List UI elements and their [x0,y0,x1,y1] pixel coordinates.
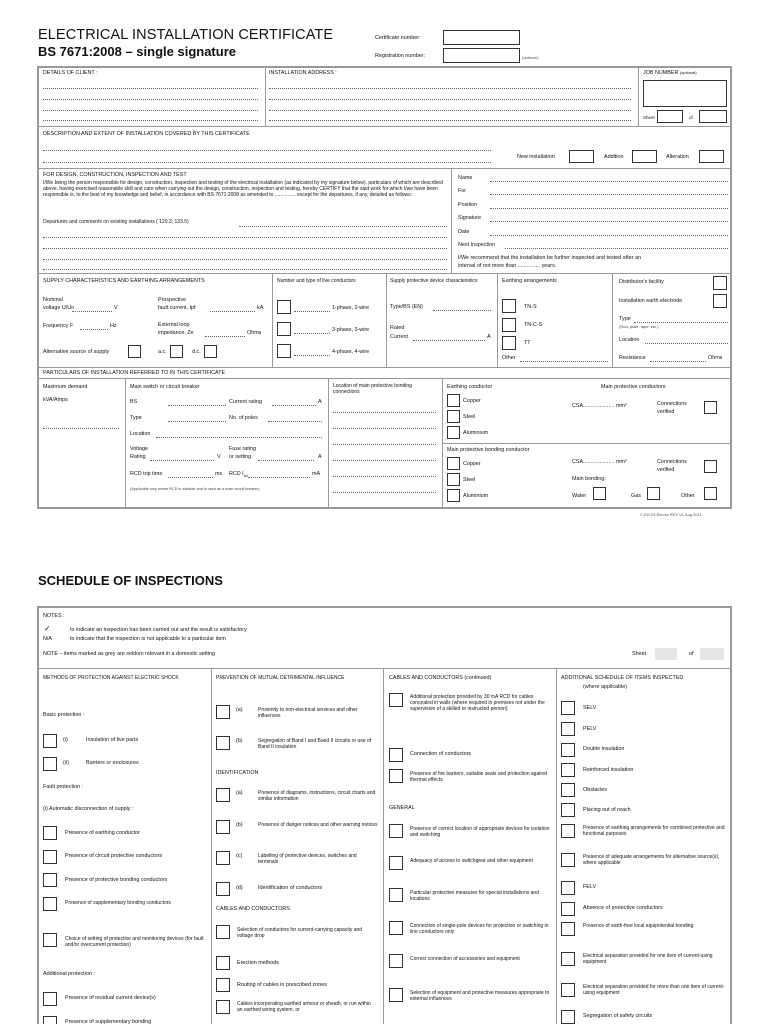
certificate-subtitle: BS 7671:2008 – single signature [38,44,236,59]
schedule-sheet-label: Sheet [632,651,647,657]
sheet-label: Sheet [643,115,655,120]
supply-label: SUPPLY CHARACTERISTICS AND EARTHING ARRANGEMENTS [43,278,205,284]
date-label: Date [458,229,470,235]
bonding-verified-box[interactable] [704,460,717,473]
electrode-location-label: Location [619,337,640,343]
identification-conductors-box[interactable] [216,882,230,896]
electrode-type-label: Type [619,316,631,322]
job-number-label: JOB NUMBER (optional) [643,70,697,76]
double-insulation-box[interactable] [561,743,575,757]
supplementary-bonding-box[interactable] [43,897,57,911]
cables-heading: CABLES AND CONDUCTORS [216,906,290,912]
client-label: DETAILS OF CLIENT : [43,70,98,76]
new-installation-label: New installation [517,154,555,160]
certificate-title: ELECTRICAL INSTALLATION CERTIFICATE [38,27,334,43]
cpc-box[interactable] [43,850,57,864]
na-symbol: N/A [43,636,52,642]
conductors-verified-box[interactable] [704,401,717,414]
earthing-steel-box[interactable] [447,410,460,423]
access-box[interactable] [389,856,403,870]
alternative-source-label: Alternative source of supply [43,349,110,355]
conductor-selection-box[interactable] [216,925,230,939]
barriers-box[interactable] [43,757,57,771]
bonding-copper-box[interactable] [447,457,460,470]
impedance-label: impedance, Ze [158,330,194,336]
earth-electrode-box[interactable] [713,294,727,308]
main-bonding-label: Main bonding: [572,476,606,482]
alteration-label: Alteration [666,154,689,160]
supp-bonding-box[interactable] [43,1016,57,1024]
rated-label: Rated [390,325,405,331]
obstacles-box[interactable] [561,783,575,797]
bonding-location-label: Location of main protective bonding connections [333,383,412,395]
certificate-number-label: Certificate number: [375,35,421,41]
recommend-line-2: interval of not more than ............... years. [458,263,557,269]
earth-free-bonding-box[interactable] [561,922,575,936]
external-loop-label: External loop [158,322,190,328]
addition-label: Addition [604,154,624,160]
labelling-box[interactable] [216,851,230,865]
fire-barriers-box[interactable] [389,769,403,783]
description-label: DESCRIPTION AND EXTENT OF INSTALLATION COVERED BY THIS CERTIFICATE [43,131,250,137]
single-pole-box[interactable] [389,921,403,935]
felv-box[interactable] [561,881,575,895]
accessories-box[interactable] [389,954,403,968]
fault-current-label: fault current, Ipf [158,305,196,311]
erection-methods-box[interactable] [216,956,230,970]
tick-symbol: ✓ [44,624,51,633]
installation-address-label: INSTALLATION ADDRESS : [269,70,337,76]
gas-box[interactable] [647,487,660,500]
prospective-label: Prospective [158,297,187,303]
new-installation-box[interactable] [569,150,594,163]
dc-box[interactable] [204,345,217,358]
supply-device-label: Supply protective device characteristics [390,278,478,284]
tncs-box[interactable] [502,318,516,332]
form-reference: C-EIC03-Elecsa REV V1 Aug 2011 [640,512,702,517]
col3-heading: CABLES AND CONDUCTORS (continued) [389,675,492,681]
separation-multiple-box[interactable] [561,983,575,997]
type-bs-label: Type/BS (EN) [390,304,423,310]
voltage-label: voltage U/Uo [43,305,75,311]
tt-box[interactable] [502,336,516,350]
col2-heading: PREVENTION OF MUTUAL DETRIMENTAL INFLUENCE [216,675,345,681]
reinforced-insulation-box[interactable] [561,763,575,777]
selv-box[interactable] [561,701,575,715]
distributor-facility-box[interactable] [713,276,727,290]
earth-electrode-label: Installation earth electrode [619,298,683,304]
of-label: of [689,115,693,120]
signature-label: Signature [458,215,482,221]
distributor-facility-label: Distributor's facility [619,279,664,285]
insulation-box[interactable] [43,734,57,748]
other-bonding-box[interactable] [704,487,717,500]
certificate-number-field[interactable] [443,30,520,45]
departures-label: Departures and comments on existing installations ( 120.3; 133.5) [43,219,189,225]
optional-note: (optional) [522,55,539,60]
frequency-label: Frequency F [43,323,74,329]
other-label: Other [502,355,516,361]
job-number-field[interactable] [643,80,727,107]
general-heading: GENERAL [389,805,415,811]
col1-heading: METHODS OF PROTECTION AGAINST ELECTRIC SHOCK [43,675,179,681]
alternative-source-box[interactable] [128,345,141,358]
alteration-box[interactable] [699,150,724,163]
external-influences-box[interactable] [389,988,403,1002]
tns-box[interactable] [502,299,516,313]
earthing-copper-box[interactable] [447,394,460,407]
rcd-concealed-box[interactable] [389,693,403,707]
separation-one-box[interactable] [561,952,575,966]
name-label: Name [458,175,473,181]
sheet-field[interactable] [657,110,683,123]
safety-circuits-box[interactable] [561,1010,575,1024]
schedule-sheet-field[interactable] [655,648,677,660]
nominal-label: Nominal [43,297,63,303]
schedule-of-field[interactable] [700,648,724,660]
armoured-cables-box[interactable] [216,1000,230,1014]
grey-note: NOTE – items marked as grey are seldom relevant in a domestic setting [43,651,215,657]
earthing-conductor-label: Earthing conductor [447,384,493,390]
design-heading: FOR DESIGN, CONSTRUCTION, INSPECTION AND TEST [43,172,187,178]
bonding-aluminium-box[interactable] [447,489,460,502]
special-locations-box[interactable] [389,888,403,902]
protective-devices-box[interactable] [43,933,57,947]
schedule-title: SCHEDULE OF INSPECTIONS [38,573,223,588]
water-box[interactable] [593,487,606,500]
rcd-presence-box[interactable] [43,992,57,1006]
main-switch-label: Main switch or circuit breaker [130,384,200,390]
routing-box[interactable] [216,978,230,992]
protective-bonding-box[interactable] [43,873,57,887]
current-label: Current [390,334,408,340]
segregation-box[interactable] [216,736,230,750]
combined-earthing-box[interactable] [561,824,575,838]
registration-number-field[interactable] [443,48,520,63]
for-label: For [458,188,467,194]
position-label: Position [458,202,478,208]
addition-box[interactable] [632,150,657,163]
conductors-label: Number and type of live conductors [277,278,356,284]
diagrams-box[interactable] [216,788,230,802]
next-inspection-label: Next Inspection [458,242,496,248]
isolation-box[interactable] [389,824,403,838]
notes-label: NOTES : [43,613,65,619]
earthing-conductor-box[interactable] [43,826,57,840]
earthing-aluminium-box[interactable] [447,426,460,439]
phase3-box[interactable] [277,322,291,336]
main-protective-conductors-label: Main protective conductors [601,384,666,390]
bonding-steel-box[interactable] [447,473,460,486]
recommend-line-1: I/We recommend that the installation be further inspected and tested after an [458,255,641,261]
design-declaration: I/We being the person responsible for design, construction, inspection and testing of the electrical installation (as indicated by my signature below), particulars of which are described above, having exercised reasonable skill and care when carrying out the design, construction, inspection and testing, hereby CERTIFY that the said work for which I/we have been responsible is, to the best of my knowledge and belief, in accordance with BS 7671:2008 as amended to ............... except for the departures, if any, detailed as follows: [43,180,443,198]
bonding-conductor-label: Main protective bonding conductor [447,447,530,453]
max-demand-label: Maximum demand [43,384,88,390]
sheet-of-field[interactable] [699,110,727,123]
absence-protective-box[interactable] [561,902,575,916]
resistance-label: Resistance [619,355,646,361]
danger-notices-box[interactable] [216,820,230,834]
proximity-box[interactable] [216,705,230,719]
phase1-box[interactable] [277,300,291,314]
phase4-box[interactable] [277,344,291,358]
placing-out-of-reach-box[interactable] [561,803,575,817]
alternative-source-arrangements-box[interactable] [561,853,575,867]
earthing-arrangements-label: Earthing arrangements [502,278,557,284]
ac-box[interactable] [170,345,183,358]
kva-label: kVA/Amps [43,397,68,403]
identification-heading: IDENTIFICATION [216,770,259,776]
connection-conductors-box[interactable] [389,748,403,762]
rcd-note: (Applicable only where RCD is suitable and is used as a main circuit breaker) [130,487,260,491]
registration-number-label: Registration number: [375,53,426,59]
particulars-label: PARTICULARS OF INSTALLATION REFERRED TO IN THIS CERTIFICATE [43,370,226,376]
pelv-box[interactable] [561,722,575,736]
col4-heading: ADDITIONAL SCHEDULE OF ITEMS INSPECTED [561,675,684,681]
